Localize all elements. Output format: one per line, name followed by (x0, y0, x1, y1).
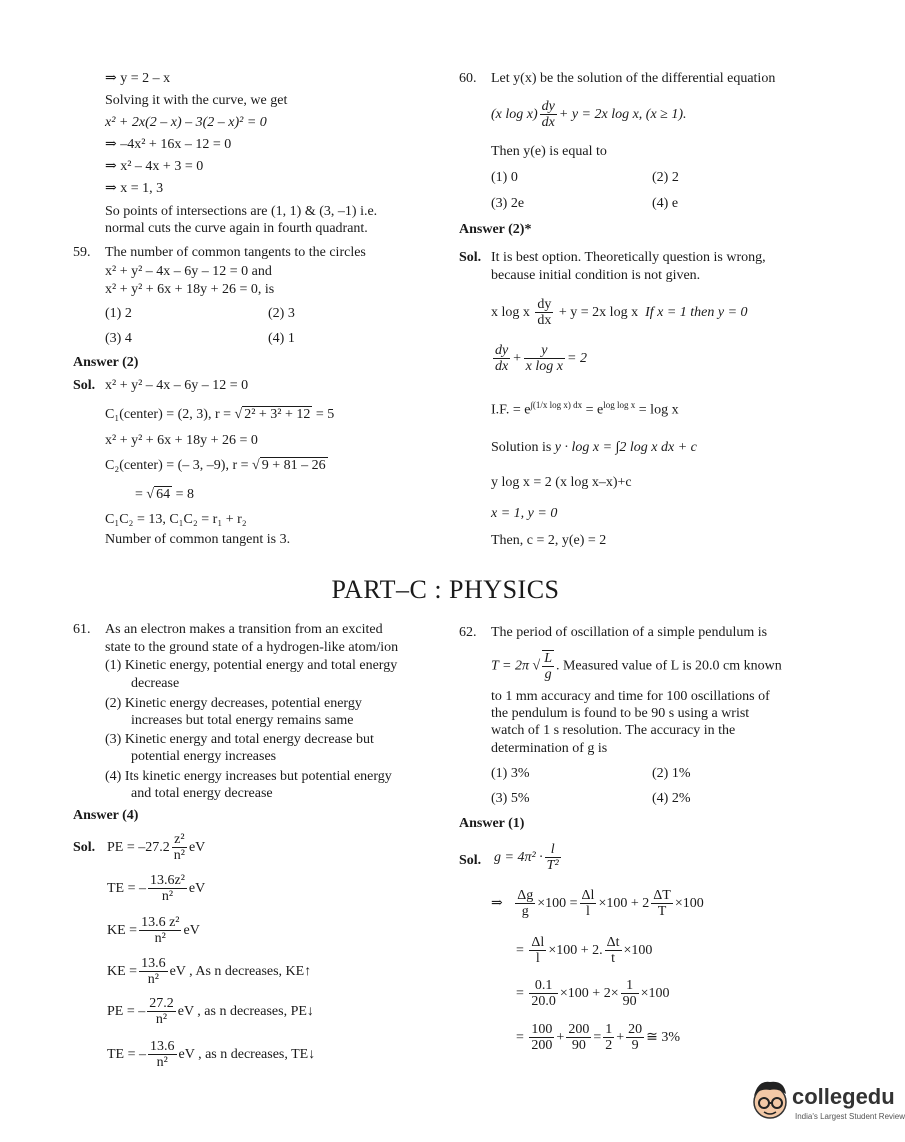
sol-line: x² + y² – 4x – 6y – 12 = 0 (105, 378, 249, 393)
answer-label: Answer (4) (73, 808, 139, 823)
sol-line: I.F. = $e^{\int(1/x log x) dx} = e^{log log x} = \log x$ (491, 400, 679, 418)
step-line: ⇒ –4x² + 16x – 12 = 0 (105, 137, 232, 152)
option: (4) 2% (652, 791, 691, 806)
option: (1) Kinetic energy, potential energy and total energy (105, 658, 398, 673)
sol-line: C₁(center) = (2, 3), r = √ 2² + 3² + 12 = 5 (105, 407, 335, 422)
sol-line: g = 4π² · $\frac{l}{\text{T²}}$ (494, 842, 559, 874)
question-stem: the pendulum is found to be 90 s using a wrist (491, 706, 750, 721)
sol-line: PE = – $\frac{27.2}{\text{n²}}$ eV , as n decreases, PE↓ (107, 996, 314, 1028)
step-line: So points of intersections are (1, 1) & (3, –1) i.e. (105, 204, 378, 219)
option: (3) 2e (491, 196, 525, 211)
option: (3) 5% (491, 791, 530, 806)
option: (1) 0 (491, 170, 518, 185)
question-stem: As an electron makes a transition from an excited (105, 622, 383, 637)
sol-line: Then, c = 2, y(e) = 2 (491, 533, 607, 548)
question-stem: T = 2π √ $\frac{L}{g}$ . Measured value of L is 20.0 cm known (491, 651, 782, 683)
sol-line: KE = $\frac{13.6}{\text{n²}}$ eV , As n decreases, KE↑ (107, 956, 312, 988)
sol-line: = $\frac{100}{200}$ + $\frac{200}{90}$ = $\frac{1}{2}$ + $\frac{20}{9}$ ≅ 3% (516, 1022, 681, 1054)
sol-label: Sol. (459, 853, 482, 868)
step-line: Solving it with the curve, we get (105, 93, 288, 108)
sol-line: Solution is y · log x = ∫2 log x dx + c (491, 440, 697, 455)
sol-line: ⇒ $\frac{\Delta g}{g}$ ×100 = $\frac{\Delta l}{l}$ ×100 + 2 $\frac{\Delta T}{T}$ ×100 (491, 888, 704, 920)
step-line: ⇒ y = 2 – x (105, 71, 171, 86)
question-stem: Let y(x) be the solution of the differential equation (491, 71, 776, 86)
sol-line: Number of common tangent is 3. (105, 532, 291, 547)
answer-label: Answer (1) (459, 816, 525, 831)
question-stem: watch of 1 s resolution. The accuracy in the (491, 723, 736, 738)
option: (2) 2 (652, 170, 679, 185)
sol-line: x² + y² + 6x + 18y + 26 = 0 (105, 433, 258, 448)
sol-line: PE = –27.2 $\frac{\text{z²}}{\text{n²}}$ eV (107, 832, 206, 864)
logo-wordmark: collegedu (792, 1084, 895, 1109)
question-stem: determination of g is (491, 741, 608, 756)
question-stem: state to the ground state of a hydrogen-like atom/ion (105, 640, 399, 655)
step-line: normal cuts the curve again in fourth quadrant. (105, 221, 368, 236)
equation: (x log x) $\frac{dy}{dx}$ + y = 2x log x, (x ≥ 1). (491, 99, 687, 131)
sol-label: Sol. (73, 378, 96, 393)
sol-line: It is best option. Theoretically question is wrong, (491, 250, 766, 265)
sol-line: y log x = 2 (x log x–x)+c (491, 475, 632, 490)
question-stem: x² + y² – 4x – 6y – 12 = 0 and (105, 264, 272, 279)
sol-line: = √ 64 = 8 (135, 487, 194, 502)
step-line: x² + 2x(2 – x) – 3(2 – x)² = 0 (105, 115, 267, 130)
sol-line: C₁C₂ = 13, C₁C₂ = r₁ + r₂ (105, 512, 247, 527)
option: (2) Kinetic energy decreases, potential energy (105, 696, 362, 711)
option: increases but total energy remains same (131, 713, 354, 728)
sol-label: Sol. (459, 250, 482, 265)
question-number: 60. (459, 71, 477, 86)
option: decrease (131, 676, 180, 691)
question-stem: The period of oscillation of a simple pendulum is (491, 625, 768, 640)
step-line: ⇒ x² – 4x + 3 = 0 (105, 159, 204, 174)
sol-line: because initial condition is not given. (491, 268, 701, 283)
option: (1) 3% (491, 766, 530, 781)
option: (3) 4 (105, 331, 132, 346)
question-stem: to 1 mm accuracy and time for 100 oscillations of (491, 689, 770, 704)
option: (3) Kinetic energy and total energy decrease but (105, 732, 374, 747)
question-number: 61. (73, 622, 91, 637)
question-stem: Then y(e) is equal to (491, 144, 607, 159)
sol-line: x = 1, y = 0 (491, 506, 558, 521)
sol-line: = $\frac{\Delta l}{l}$ ×100 + 2. $\frac{\Delta t}{t}$ ×100 (516, 935, 653, 967)
step-line: ⇒ x = 1, 3 (105, 181, 164, 196)
sol-line: TE = – $\frac{13.6}{\text{n²}}$ eV , as n decreases, TE↓ (107, 1039, 316, 1071)
question-number: 62. (459, 625, 477, 640)
question-stem: The number of common tangents to the circles (105, 245, 366, 260)
question-number: 59. (73, 245, 91, 260)
option: (1) 2 (105, 306, 132, 321)
sol-label: Sol. (73, 840, 96, 855)
question-stem: x² + y² + 6x + 18y + 26 = 0, is (105, 282, 275, 297)
option: (2) 3 (268, 306, 295, 321)
answer-label: Answer (2)* (459, 222, 532, 237)
option: and total energy decrease (131, 786, 273, 801)
sol-line: x log x $\frac{dy}{dx}$ + y = 2x log x If x = 1 then y = 0 (491, 297, 748, 329)
logo-tagline: India's Largest Student Review (795, 1112, 905, 1121)
sol-line: TE = – $\frac{\text{13.6z²}}{\text{n²}}$ eV (107, 873, 206, 905)
sol-line: C₂(center) = (– 3, –9), r = √ 9 + 81 – 26 (105, 458, 326, 473)
sol-line: = $\frac{0.1}{20.0}$ ×100 + 2× $\frac{1}{90}$ ×100 (516, 978, 670, 1010)
option: (2) 1% (652, 766, 691, 781)
sol-line: KE = $\frac{\text{13.6 z²}}{\text{n²}}$ eV (107, 915, 200, 947)
option: potential energy increases (131, 749, 277, 764)
part-title: PART–C : PHYSICS (331, 575, 560, 604)
option: (4) e (652, 196, 679, 211)
option: (4) Its kinetic energy increases but potential energy (105, 769, 392, 784)
option: (4) 1 (268, 331, 295, 346)
answer-label: Answer (2) (73, 355, 139, 370)
sol-line: $\frac{dy}{dx}$ + $\frac{y}{\text{x log x}}$ = 2 (495, 343, 587, 375)
